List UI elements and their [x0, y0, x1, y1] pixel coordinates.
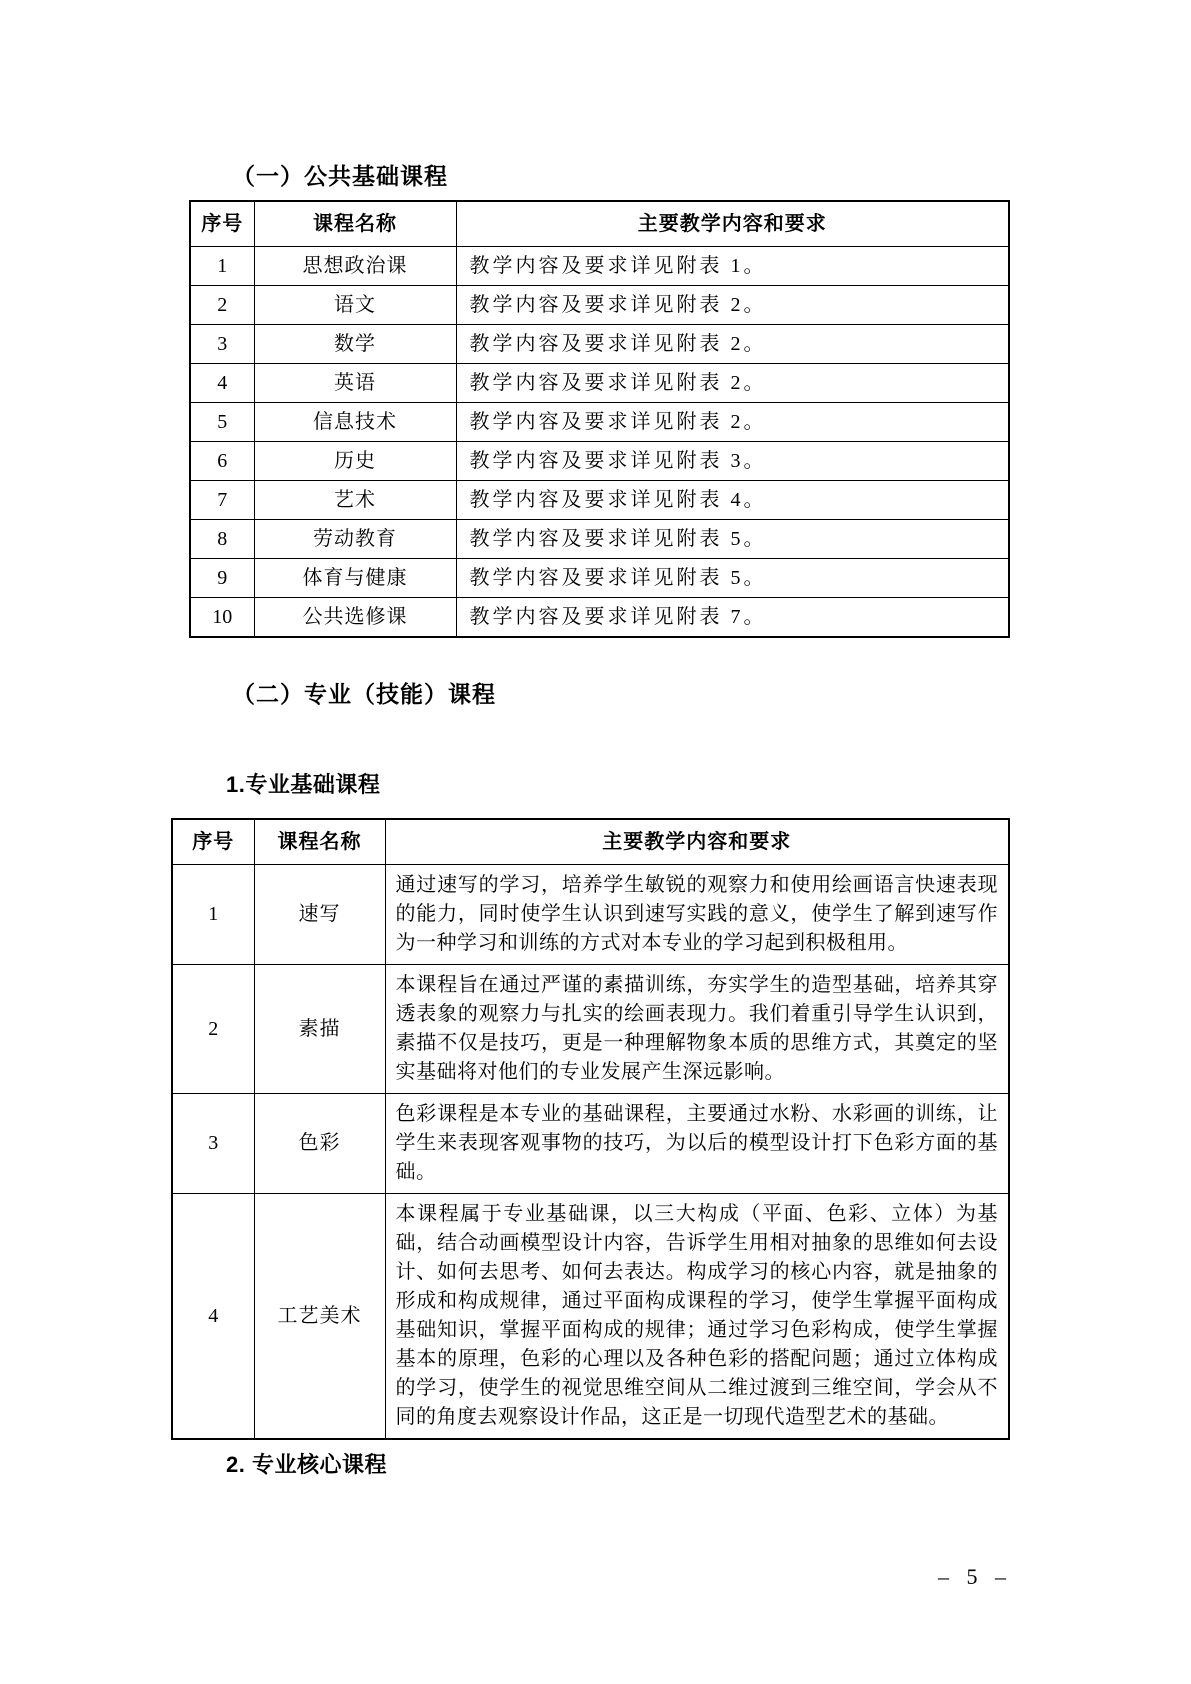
table-row — [190, 559, 1009, 598]
row-number-cell: 4 — [190, 364, 254, 403]
row-number-cell: 3 — [190, 325, 254, 364]
course-content-cell: 教学内容及要求详见附表 2。 — [456, 325, 1009, 364]
table-row — [190, 286, 1009, 325]
course-content-cell: 教学内容及要求详见附表 1。 — [456, 247, 1009, 286]
course-name-cell: 工艺美术 — [254, 1194, 385, 1440]
course-name-cell: 信息技术 — [254, 403, 456, 442]
column-header-index: 序号 — [190, 201, 254, 247]
table-row — [190, 403, 1009, 442]
professional-basic-courses-table — [171, 818, 1010, 1440]
row-number-cell: 8 — [190, 520, 254, 559]
row-number-cell: 5 — [190, 403, 254, 442]
course-name-cell: 艺术 — [254, 481, 456, 520]
table-row — [190, 247, 1009, 286]
table-row — [190, 442, 1009, 481]
subsection-1-heading: 1.专业基础课程 — [226, 772, 381, 797]
column-header-content: 主要教学内容和要求 — [456, 201, 1009, 247]
table-row — [172, 1194, 1009, 1440]
course-name-cell: 色彩 — [254, 1094, 385, 1194]
table-row — [190, 598, 1009, 638]
course-content-cell: 教学内容及要求详见附表 3。 — [456, 442, 1009, 481]
column-header-index: 序号 — [172, 819, 254, 865]
course-name-cell: 语文 — [254, 286, 456, 325]
table-row — [190, 364, 1009, 403]
course-content-cell: 教学内容及要求详见附表 2。 — [456, 403, 1009, 442]
row-number-cell: 2 — [190, 286, 254, 325]
page-number: – 5 – — [938, 1564, 1012, 1589]
course-name-cell: 数学 — [254, 325, 456, 364]
course-content-cell: 教学内容及要求详见附表 5。 — [456, 559, 1009, 598]
table-row — [190, 520, 1009, 559]
course-content-cell: 教学内容及要求详见附表 2。 — [456, 364, 1009, 403]
column-header-course-name: 课程名称 — [254, 201, 456, 247]
row-number-cell: 10 — [190, 598, 254, 638]
table-row — [172, 1094, 1009, 1194]
row-number-cell: 1 — [190, 247, 254, 286]
course-name-cell: 英语 — [254, 364, 456, 403]
row-number-cell: 7 — [190, 481, 254, 520]
course-name-cell: 历史 — [254, 442, 456, 481]
course-name-cell: 体育与健康 — [254, 559, 456, 598]
row-number-cell: 9 — [190, 559, 254, 598]
course-name-cell: 速写 — [254, 865, 385, 965]
table-row — [172, 965, 1009, 1094]
row-number-cell: 6 — [190, 442, 254, 481]
course-name-cell: 思想政治课 — [254, 247, 456, 286]
row-number-cell: 2 — [172, 965, 254, 1094]
course-content-cell: 教学内容及要求详见附表 4。 — [456, 481, 1009, 520]
table-header-row — [172, 819, 1009, 865]
subsection-2-heading: 2. 专业核心课程 — [226, 1452, 387, 1477]
course-name-cell: 素描 — [254, 965, 385, 1094]
column-header-course-name: 课程名称 — [254, 819, 385, 865]
section-2-heading: （二）专业（技能）课程 — [232, 681, 496, 707]
course-content-cell: 通过速写的学习，培养学生敏锐的观察力和使用绘画语言快速表现的能力，同时使学生认识到速写实践的意义，使学生了解到速写作为一种学习和训练的方式对本专业的学习起到积极租用。 — [385, 865, 1009, 965]
course-content-cell: 教学内容及要求详见附表 5。 — [456, 520, 1009, 559]
section-1-heading: （一）公共基础课程 — [232, 163, 448, 189]
row-number-cell: 3 — [172, 1094, 254, 1194]
course-content-cell: 色彩课程是本专业的基础课程，主要通过水粉、水彩画的训练，让学生来表现客观事物的技巧，为以后的模型设计打下色彩方面的基础。 — [385, 1094, 1009, 1194]
table-header-row — [190, 201, 1009, 247]
column-header-content: 主要教学内容和要求 — [385, 819, 1009, 865]
course-name-cell: 公共选修课 — [254, 598, 456, 638]
table-row — [190, 481, 1009, 520]
public-basic-courses-table — [189, 200, 1010, 638]
table-row — [190, 325, 1009, 364]
row-number-cell: 4 — [172, 1194, 254, 1440]
course-content-cell: 本课程属于专业基础课，以三大构成（平面、色彩、立体）为基础，结合动画模型设计内容，告诉学生用相对抽象的思维如何去设计、如何去思考、如何去表达。构成学习的核心内容，就是抽象的形成和构成规律，通过平面构成课程的学习，使学生掌握平面构成基础知识，掌握平面构成的规律；通过学习色彩构成，使学生掌握基本的原理，色彩的心理以及各种色彩的搭配问题；通过立体构成的学习，使学生的视觉思维空间从二维过渡到三维空间，学会从不同的角度去观察设计作品，这正是一切现代造型艺术的基础。 — [385, 1194, 1009, 1440]
course-content-cell: 本课程旨在通过严谨的素描训练，夯实学生的造型基础，培养其穿透表象的观察力与扎实的绘画表现力。我们着重引导学生认识到，素描不仅是技巧，更是一种理解物象本质的思维方式，其奠定的坚实基础将对他们的专业发展产生深远影响。 — [385, 965, 1009, 1094]
course-content-cell: 教学内容及要求详见附表 2。 — [456, 286, 1009, 325]
course-content-cell: 教学内容及要求详见附表 7。 — [456, 598, 1009, 638]
course-name-cell: 劳动教育 — [254, 520, 456, 559]
row-number-cell: 1 — [172, 865, 254, 965]
table-row — [172, 865, 1009, 965]
